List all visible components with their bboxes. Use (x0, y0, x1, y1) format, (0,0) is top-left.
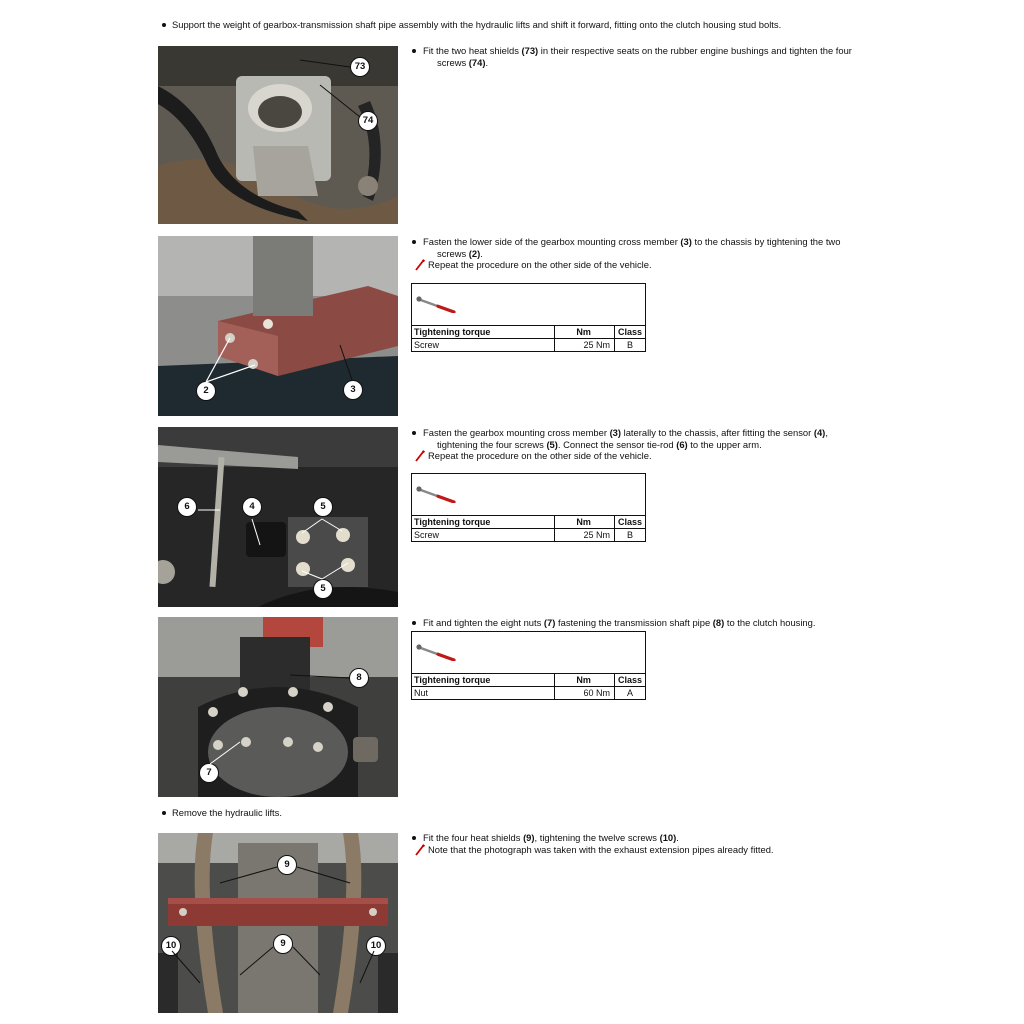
callout-9-top: 9 (277, 855, 297, 875)
torque-item: Screw (412, 529, 555, 542)
instruction-line: screws (74). (437, 56, 489, 68)
pencil-note-icon (414, 844, 426, 856)
section-4-instructions (412, 617, 892, 629)
torque-header-class: Class (615, 326, 646, 339)
torque-header-nm: Nm (555, 326, 615, 339)
torque-value: 25 Nm (555, 529, 615, 542)
section-3-instructions (412, 427, 892, 462)
callout-leader-lines (280, 55, 370, 135)
torque-header-label: Tightening torque (412, 674, 555, 687)
callout-4: 4 (242, 497, 262, 517)
torque-value: 60 Nm (555, 687, 615, 700)
torque-class: A (615, 687, 646, 700)
instruction-line: tightening the four screws (5). Connect the sensor tie-rod (6) to the upper arm. (437, 438, 762, 450)
bullet-dot (412, 240, 416, 244)
section-1-instructions (412, 45, 892, 68)
torque-item: Screw (412, 339, 555, 352)
instruction-line: screws (2). (437, 247, 483, 259)
callout-leader-lines (190, 505, 370, 590)
instruction-bullet (412, 832, 892, 844)
callout-2: 2 (196, 381, 216, 401)
callout-5-top: 5 (313, 497, 333, 517)
torque-wrench-icon (416, 483, 456, 503)
bullet-dot (412, 621, 416, 625)
instruction-line: Fasten the gearbox mounting cross member (3) laterally to the chassis, after fitting the sensor (4), (423, 427, 828, 438)
instruction-bullet (412, 427, 892, 450)
instruction-line: Fit and tighten the eight nuts (7) fastening the transmission shaft pipe (8) to the clutch housing. (423, 617, 816, 628)
instruction-note (412, 844, 892, 856)
torque-wrench-cell (412, 474, 646, 516)
instruction-note (412, 259, 892, 271)
bullet-dot (162, 811, 166, 815)
section-2-instructions (412, 236, 892, 271)
intro-step-text: Support the weight of gearbox-transmission shaft pipe assembly with the hydraulic lifts and shift it forward, fitting onto the clutch housing stud bolts. (172, 19, 782, 30)
callout-leader-lines (200, 670, 360, 770)
instruction-line: Fasten the lower side of the gearbox mounting cross member (3) to the chassis by tightening the two (423, 236, 841, 247)
callout-73: 73 (350, 57, 370, 77)
torque-wrench-icon (416, 641, 456, 661)
torque-item: Nut (412, 687, 555, 700)
callout-7: 7 (199, 763, 219, 783)
bullet-dot (162, 23, 166, 27)
pencil-note-icon (414, 259, 426, 271)
bullet-dot (412, 431, 416, 435)
torque-wrench-icon (416, 293, 456, 313)
torque-wrench-cell (412, 284, 646, 326)
callout-10-right: 10 (366, 936, 386, 956)
callout-6: 6 (177, 497, 197, 517)
instruction-note (412, 450, 892, 462)
callout-74: 74 (358, 111, 378, 131)
callout-leader-lines (200, 330, 360, 390)
torque-class: B (615, 339, 646, 352)
pencil-note-icon (414, 450, 426, 462)
callout-3: 3 (343, 380, 363, 400)
torque-header-label: Tightening torque (412, 516, 555, 529)
instruction-line: Repeat the procedure on the other side of the vehicle. (428, 259, 652, 271)
remove-lifts-step (162, 807, 282, 819)
torque-wrench-cell (412, 632, 646, 674)
bullet-dot (412, 836, 416, 840)
torque-header-class: Class (615, 674, 646, 687)
callout-9-bottom: 9 (273, 934, 293, 954)
instruction-bullet (412, 45, 892, 68)
torque-header-class: Class (615, 516, 646, 529)
callout-leader-lines (160, 855, 400, 985)
intro-step (162, 19, 781, 31)
torque-table (411, 283, 646, 352)
callout-8: 8 (349, 668, 369, 688)
instruction-line: Fit the two heat shields (73) in their respective seats on the rubber engine bushings and tighten the four (423, 45, 852, 56)
instruction-line: Repeat the procedure on the other side of the vehicle. (428, 450, 652, 462)
torque-table (411, 631, 646, 700)
torque-header-label: Tightening torque (412, 326, 555, 339)
torque-header-nm: Nm (555, 516, 615, 529)
instruction-bullet (412, 617, 892, 629)
callout-10-left: 10 (161, 936, 181, 956)
torque-table (411, 473, 646, 542)
instruction-line: Note that the photograph was taken with the exhaust extension pipes already fitted. (428, 843, 774, 855)
callout-5-bottom: 5 (313, 579, 333, 599)
torque-class: B (615, 529, 646, 542)
instruction-line: Fit the four heat shields (9), tightening the twelve screws (10). (423, 832, 679, 843)
bullet-dot (412, 49, 416, 53)
torque-value: 25 Nm (555, 339, 615, 352)
torque-header-nm: Nm (555, 674, 615, 687)
section-5-instructions (412, 832, 892, 855)
remove-lifts-text: Remove the hydraulic lifts. (172, 807, 282, 818)
instruction-bullet (412, 236, 892, 259)
